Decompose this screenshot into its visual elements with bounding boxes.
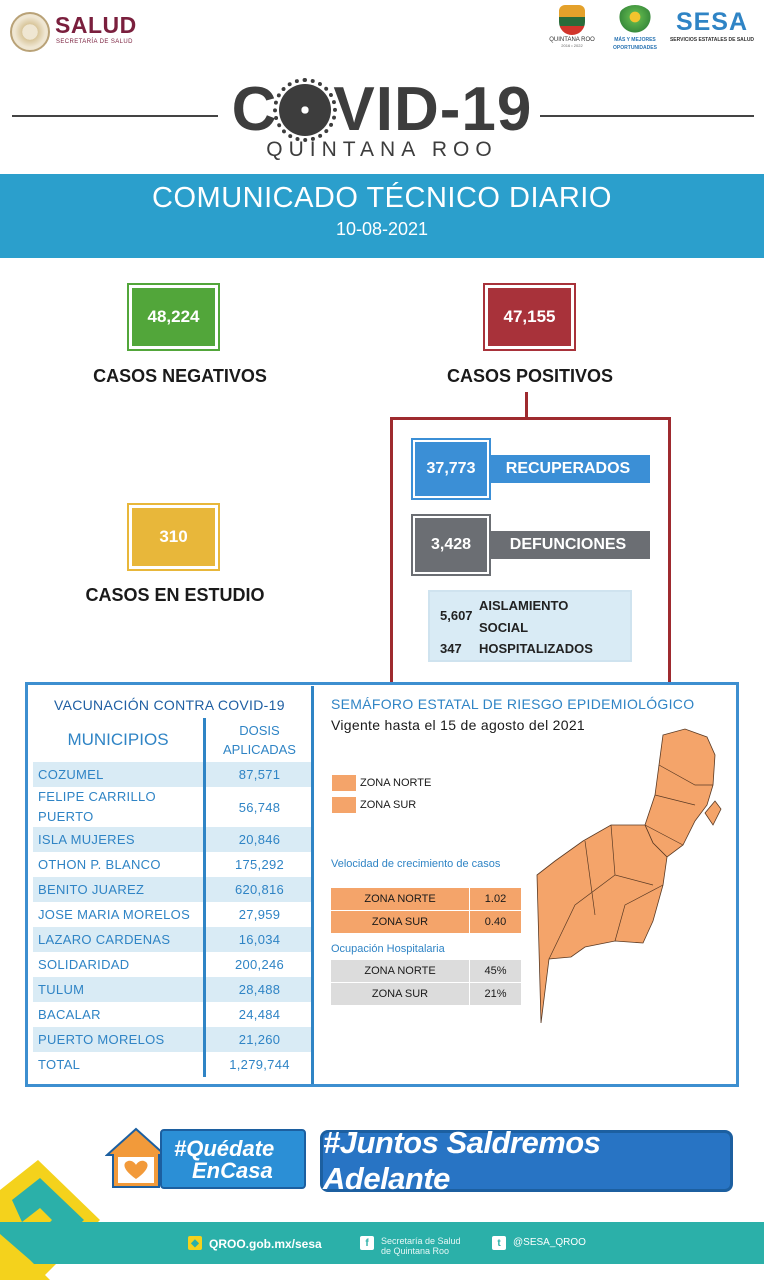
municipio-name: JOSE MARIA MORELOS [38, 907, 191, 922]
tree-icon [617, 5, 653, 35]
vacunacion-row [33, 787, 313, 827]
quedate-line-1: #Quédate [174, 1136, 275, 1161]
yellow-geometric-decoration-front [0, 1160, 100, 1280]
vacunacion-table-header [33, 718, 313, 762]
twitter-icon: t [492, 1236, 506, 1250]
quintana-roo-map [535, 725, 730, 1025]
quedate-en-casa-badge [160, 1129, 306, 1189]
vacunacion-row [33, 877, 313, 902]
recuperados-box [411, 438, 491, 500]
hospitalizados-value: 347 [440, 641, 462, 656]
vacunacion-row [33, 827, 313, 852]
ocupacion-valor: 45% [470, 960, 521, 982]
mas-mejores-caption-2: OPORTUNIDADES [613, 45, 657, 51]
recuperados-value: 37,773 [415, 442, 487, 496]
velocidad-row [331, 911, 521, 933]
mas-mejores-logo [610, 5, 660, 61]
legend-label-norte: ZONA NORTE [360, 777, 432, 789]
vacunacion-row [33, 1027, 313, 1052]
defunciones-box [411, 514, 491, 576]
quintana-roo-logo [545, 5, 599, 61]
defunciones-label: DEFUNCIONES [486, 531, 650, 559]
ocupacion-row [331, 983, 521, 1005]
velocidad-valor: 0.40 [470, 911, 521, 933]
aislamiento-label-2: SOCIAL [479, 620, 529, 635]
defunciones-value: 3,428 [415, 518, 487, 572]
positivos-box [483, 283, 576, 351]
estudio-label: CASOS EN ESTUDIO [85, 585, 265, 605]
municipio-name: PUERTO MORELOS [33, 1027, 203, 1052]
legend-swatch-norte [332, 775, 356, 791]
vacunacion-row [33, 952, 313, 977]
semaforo-title: SEMÁFORO ESTATAL DE RIESGO EPIDEMIOLÓGICO [331, 696, 695, 712]
ocupacion-table [331, 960, 521, 1006]
velocidad-zona: ZONA NORTE [331, 888, 469, 910]
footer-website-link[interactable]: QROO.gob.mx/sesa [209, 1237, 322, 1251]
ocupacion-zona: ZONA NORTE [331, 960, 469, 982]
municipio-name: LAZARO CARDENAS [33, 927, 203, 952]
vacunacion-row [33, 977, 313, 1002]
col-dosis-line-2: APLICADAS [223, 742, 296, 757]
municipio-name: BACALAR [38, 1007, 101, 1022]
vacunacion-title: VACUNACIÓN CONTRA COVID-19 [54, 697, 285, 713]
region-subtitle: QUINTANA ROO [266, 138, 498, 161]
municipio-name: ISLA MUJERES [33, 827, 203, 852]
covid-title [0, 74, 764, 145]
report-heading: COMUNICADO TÉCNICO DIARIO [152, 182, 612, 214]
qroo-logo-caption: QUINTANA ROO [549, 37, 595, 43]
vacunacion-row [33, 852, 313, 877]
municipio-name: SOLIDARIDAD [38, 957, 130, 972]
ocupacion-row [331, 960, 521, 982]
velocidad-table [331, 888, 521, 934]
vacunacion-row [33, 927, 313, 952]
sesa-logo-subtitle: SERVICIOS ESTATALES DE SALUD [669, 37, 755, 43]
dosis-aplicadas: 24,484 [203, 1002, 313, 1027]
footer-facebook-link[interactable] [381, 1236, 461, 1256]
salud-logo-subtitle: SECRETARÍA DE SALUD [56, 39, 133, 45]
mexico-seal-logo [10, 12, 50, 52]
municipio-name: TOTAL [38, 1057, 81, 1072]
positivos-connector [525, 392, 528, 418]
report-date: 10-08-2021 [335, 219, 429, 239]
col-dosis [203, 718, 313, 762]
col-dosis-line-1: DOSIS [239, 723, 280, 738]
dosis-aplicadas: 620,816 [203, 877, 313, 902]
positivos-value: 47,155 [488, 288, 571, 346]
recuperados-label: RECUPERADOS [486, 455, 650, 483]
municipio-name: OTHON P. BLANCO [38, 857, 161, 872]
vacunacion-row [33, 762, 313, 787]
sesa-logo [667, 8, 757, 43]
virus-icon [279, 84, 331, 136]
velocidad-row [331, 888, 521, 910]
sesa-logo-title: SESA [675, 8, 749, 36]
mas-mejores-caption-1: MÁS Y MEJORES [614, 37, 656, 43]
negativos-label: CASOS NEGATIVOS [93, 366, 267, 386]
ocupacion-valor: 21% [470, 983, 521, 1005]
quedate-line-2: EnCasa [192, 1158, 273, 1183]
house-heart-icon [105, 1127, 167, 1189]
aislamiento-value: 5,607 [440, 608, 473, 623]
dosis-aplicadas: 20,846 [203, 827, 313, 852]
vacunacion-row [33, 902, 313, 927]
panel-divider [311, 686, 314, 1084]
estudio-box [127, 503, 220, 571]
ocupacion-zona: ZONA SUR [331, 983, 469, 1005]
dosis-aplicadas: 1,279,744 [203, 1052, 313, 1077]
municipio-name: COZUMEL [33, 762, 203, 787]
velocidad-zona: ZONA SUR [331, 911, 469, 933]
col-municipios: MUNICIPIOS [67, 730, 169, 749]
ocupacion-title: Ocupación Hospitalaria [331, 943, 445, 955]
footer-twitter-link[interactable]: @SESA_QROO [513, 1237, 586, 1248]
dosis-aplicadas: 27,959 [203, 902, 313, 927]
facebook-icon: f [360, 1236, 374, 1250]
covid-title-rest: VID-19 [333, 75, 533, 144]
velocidad-valor: 1.02 [470, 888, 521, 910]
dosis-aplicadas: 175,292 [203, 852, 313, 877]
estudio-value: 310 [132, 508, 215, 566]
map-zona-norte [645, 729, 715, 857]
dosis-aplicadas: 21,260 [203, 1027, 313, 1052]
map-zona-sur [537, 825, 667, 1023]
legend-label-sur: ZONA SUR [360, 799, 417, 811]
footer-facebook-line-2: de Quintana Roo [381, 1246, 450, 1256]
dosis-aplicadas: 28,488 [203, 977, 313, 1002]
legend-swatch-sur [332, 797, 356, 813]
footer-facebook-line-1: Secretaría de Salud [381, 1236, 461, 1246]
dosis-aplicadas: 16,034 [203, 927, 313, 952]
dosis-aplicadas: 87,571 [203, 762, 313, 787]
vacunacion-row [33, 1052, 313, 1077]
municipio-name: BENITO JUAREZ [33, 877, 203, 902]
quintana-roo-emblem-icon [559, 5, 585, 35]
negativos-value: 48,224 [132, 288, 215, 346]
qroo-web-icon: ◆ [188, 1236, 202, 1250]
negativos-box [127, 283, 220, 351]
salud-logo-title: SALUD [55, 12, 137, 38]
juntos-saldremos-adelante-badge: #Juntos Saldremos Adelante [320, 1130, 733, 1192]
dosis-aplicadas: 56,748 [203, 787, 313, 827]
covid-title-c: C [231, 75, 278, 144]
hospitalizados-label: HOSPITALIZADOS [479, 641, 593, 656]
aislamiento-label-1: AISLAMIENTO [479, 598, 569, 613]
municipio-name: FELIPE CARRILLO PUERTO [38, 789, 156, 824]
semaforo-vigencia: Vigente hasta el 15 de agosto del 2021 [331, 717, 586, 733]
report-banner [0, 174, 764, 258]
dosis-aplicadas: 200,246 [203, 952, 313, 977]
vacunacion-table [33, 718, 313, 1077]
vacunacion-row [33, 1002, 313, 1027]
municipio-name: TULUM [33, 977, 203, 1002]
velocidad-title: Velocidad de crecimiento de casos [331, 858, 501, 870]
qroo-logo-years: 2016 • 2022 [561, 43, 583, 48]
positivos-label: CASOS POSITIVOS [446, 366, 614, 386]
